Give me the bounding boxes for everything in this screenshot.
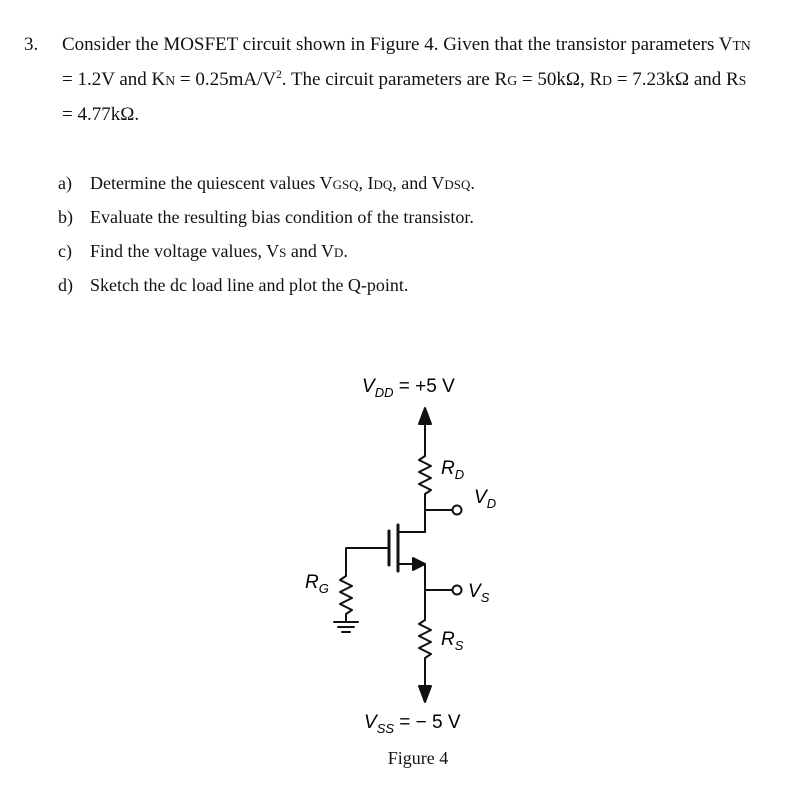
problem-line-3: = 4.77kΩ. xyxy=(62,104,140,125)
vs-terminal-icon xyxy=(453,586,462,595)
vdd-arrow-icon xyxy=(419,408,431,424)
rs-resistor xyxy=(419,590,431,690)
vd-terminal-icon xyxy=(453,506,462,515)
sub-question-a: a) Determine the quiescent values VGSQ, IDQ, and VDSQ. xyxy=(58,173,475,193)
problem-number: 3. xyxy=(24,34,39,55)
vss-arrow-icon xyxy=(419,686,431,702)
sub-question-c: c) Find the voltage values, VS and VD. xyxy=(58,241,348,261)
rd-resistor xyxy=(419,448,431,508)
ground-icon xyxy=(334,622,358,632)
vs-label: $V_S$ xyxy=(468,581,490,605)
figure-caption: Figure 4 xyxy=(387,748,449,768)
sub-question-b: b) Evaluate the resulting bias condition of the transistor. xyxy=(58,207,474,227)
rd-label: $R_D$ xyxy=(441,458,465,482)
gate-wire xyxy=(346,548,389,576)
problem-line-1: 3. Consider the MOSFET circuit shown in Figure 4. Given that the transistor parameters VTN xyxy=(24,28,780,63)
vdd-label: $V_{DD} = +5$ V xyxy=(362,376,455,400)
vss-label: $V_{SS}$ = − 5 V xyxy=(364,712,461,736)
source-arrow-icon xyxy=(413,558,425,570)
rs-label: $R_S$ xyxy=(441,629,464,653)
sub-question-d: d) Sketch the dc load line and plot the Q-point. xyxy=(58,275,409,295)
vd-label: $V_D$ xyxy=(474,487,497,511)
problem-line-2: = 1.2V and KN = $0.25mA/V^2$. The circuit parameters are RG = 50kΩ, RD = 7.23kΩ and RS xyxy=(62,69,747,90)
rg-resistor xyxy=(340,576,352,622)
rg-label: $R_G$ xyxy=(305,572,329,596)
